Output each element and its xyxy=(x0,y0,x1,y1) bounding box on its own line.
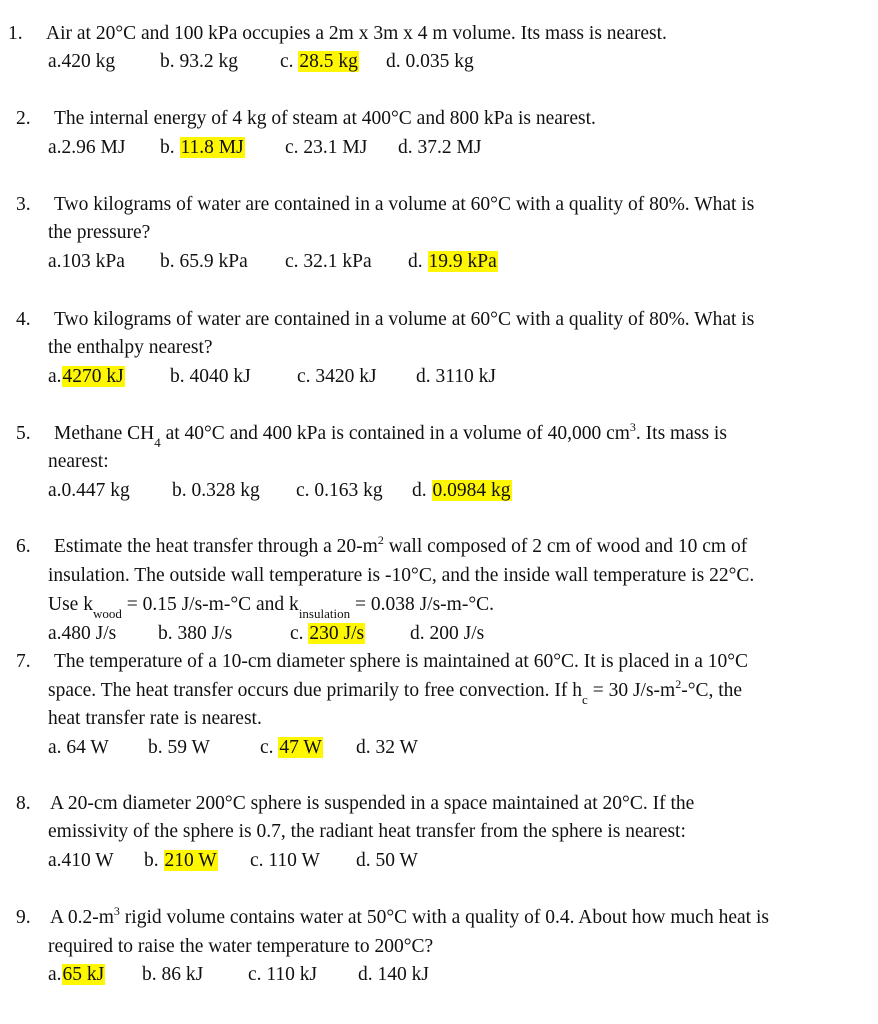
option-a: a.420 kg xyxy=(48,51,116,72)
option-b: b. 380 J/s xyxy=(158,623,233,644)
answer-highlight: 65 kJ xyxy=(62,964,105,985)
question-text: Use $k_{wood} = 0.15$ J/s-m-°C and $k_{insulation} = 0.038$ J/s-m-°C. xyxy=(48,594,495,621)
question-text: the pressure? xyxy=(48,222,151,243)
option-d: d. 37.2 MJ xyxy=(398,137,482,158)
option-d: d. 0.035 kg xyxy=(386,51,474,72)
answer-highlight: 11.8 MJ xyxy=(180,137,244,158)
answer-highlight: 28.5 kg xyxy=(299,51,358,72)
option-a: a.0.447 kg xyxy=(48,480,130,501)
answer-highlight: 210 W xyxy=(164,850,217,871)
option-b: b. 65.9 kPa xyxy=(160,251,248,272)
option-b: b. 4040 kJ xyxy=(170,366,251,387)
option-b: b. 86 kJ xyxy=(142,964,204,985)
option-a: a.103 kPa xyxy=(48,251,125,272)
answer-highlight: 47 W xyxy=(279,737,322,758)
option-c: c. 110 kJ xyxy=(248,964,318,985)
option-a: a. 64 W xyxy=(48,737,109,758)
question-text: the enthalpy nearest? xyxy=(48,337,213,358)
option-c: c. 0.163 kg xyxy=(296,480,383,501)
option-b: b. 0.328 kg xyxy=(172,480,260,501)
question-text: The temperature of a 10-cm diameter sphere is maintained at 60°C. It is placed in a 10°C xyxy=(54,651,749,672)
option-a: a.4270 kJ xyxy=(48,366,124,387)
question-text: The internal energy of 4 kg of steam at 400°C and 800 kPa is nearest. xyxy=(54,108,596,129)
question-number: 9. xyxy=(16,907,31,928)
option-b: b. 59 W xyxy=(148,737,210,758)
question-number: 6. xyxy=(16,536,31,557)
question-number: 2. xyxy=(16,108,31,129)
answer-highlight: 4270 kJ xyxy=(62,366,124,387)
option-a: a.65 kJ xyxy=(48,964,105,985)
answer-highlight: 230 J/s xyxy=(309,623,365,644)
question-text: Air at 20°C and 100 kPa occupies a 2m x 3m x 4 m volume. Its mass is nearest. xyxy=(46,23,667,44)
option-b: b. 93.2 kg xyxy=(160,51,238,72)
question-number: 5. xyxy=(16,423,31,444)
option-a: a.2.96 MJ xyxy=(48,137,126,158)
question-text: required to raise the water temperature to 200°C? xyxy=(48,936,434,957)
option-c: c. 23.1 MJ xyxy=(285,137,368,158)
question-number: 7. xyxy=(16,651,31,672)
option-d: d. 19.9 kPa xyxy=(408,251,497,272)
option-d: d. 32 W xyxy=(356,737,418,758)
question-number: 1. xyxy=(8,23,23,44)
question-text: insulation. The outside wall temperature is -10°C, and the inside wall temperature is 22°C. xyxy=(48,565,755,586)
option-a: a.480 J/s xyxy=(48,623,117,644)
question-text: space. The heat transfer occurs due primarily to free convection. If $h_c = 30$ $J/s-m^2-^\circ C$, the xyxy=(48,676,743,707)
option-b: b. 11.8 MJ xyxy=(160,137,244,158)
option-c: c. 110 W xyxy=(250,850,320,871)
option-c: c. 3420 kJ xyxy=(297,366,377,387)
question-text: nearest: xyxy=(48,451,109,472)
question-text: A $0.2-m^3$ rigid volume contains water at 50°C with a quality of 0.4. About how much heat is xyxy=(50,903,769,928)
answer-highlight: 0.0984 kg xyxy=(432,480,511,501)
option-a: a.410 W xyxy=(48,850,114,871)
question-text: A 20-cm diameter 200°C sphere is suspended in a space maintained at 20°C. If the xyxy=(50,793,695,814)
option-d: d. 50 W xyxy=(356,850,418,871)
option-b: b. 210 W xyxy=(144,850,217,871)
question-text: heat transfer rate is nearest. xyxy=(48,708,262,729)
question-text: Methane $CH_4$ at 40°C and 400 kPa is contained in a volume of 40,000 $cm^3$. Its mass is xyxy=(54,419,727,450)
option-c: c. 230 J/s xyxy=(290,623,365,644)
question-text: Two kilograms of water are contained in a volume at 60°C with a quality of 80%. What is xyxy=(54,309,755,330)
question-number: 8. xyxy=(16,793,31,814)
option-c: c. 28.5 kg xyxy=(280,51,358,72)
question-number: 4. xyxy=(16,309,31,330)
question-text: emissivity of the sphere is 0.7, the radiant heat transfer from the sphere is nearest: xyxy=(48,821,686,842)
question-text: Two kilograms of water are contained in a volume at 60°C with a quality of 80%. What is xyxy=(54,194,755,215)
option-d: d. 0.0984 kg xyxy=(412,480,511,501)
question-number: 3. xyxy=(16,194,31,215)
question-text: Estimate the heat transfer through a $20-m^2$ wall composed of 2 cm of wood and 10 cm of xyxy=(54,532,748,557)
option-d: d. 140 kJ xyxy=(358,964,429,985)
option-c: c. 47 W xyxy=(260,737,322,758)
option-d: d. 3110 kJ xyxy=(416,366,496,387)
option-c: c. 32.1 kPa xyxy=(285,251,372,272)
option-d: d. 200 J/s xyxy=(410,623,485,644)
answer-highlight: 19.9 kPa xyxy=(428,251,497,272)
